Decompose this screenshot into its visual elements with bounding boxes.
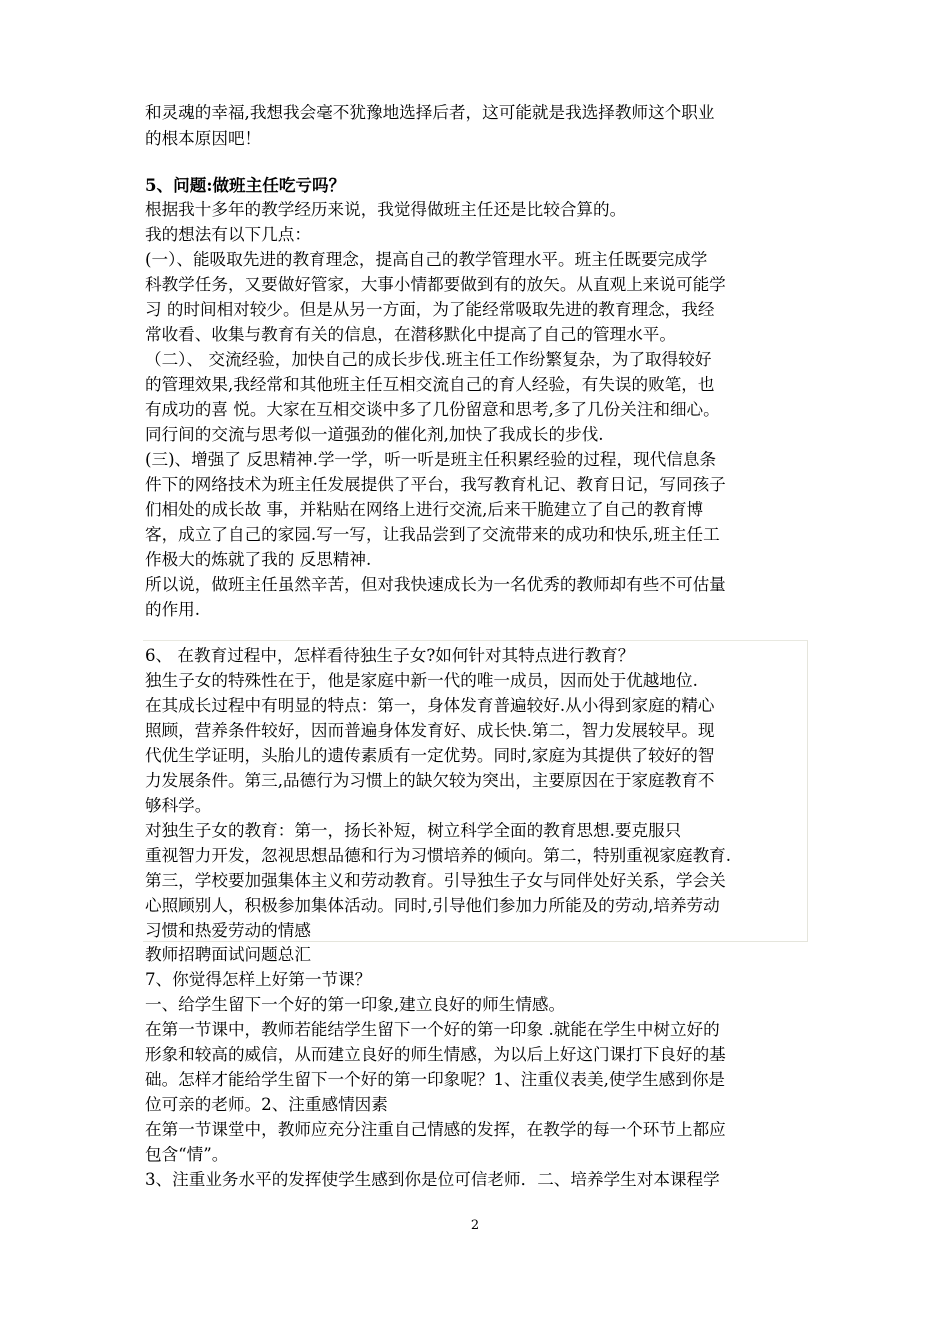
text-line: 独生子女的特殊性在于，他是家庭中新一代的唯一成员，因而处于优越地位. [145, 671, 698, 690]
text-line: 同行间的交流与思考似一道强劲的催化剂,加快了我成长的步伐. [145, 425, 604, 444]
text-line: 3、注重业务水平的发挥使学生感到你是位可信老师．二、培养学生对本课程学 [145, 1170, 720, 1189]
text-line: 力发展条件。第三,品德行为习惯上的缺欠较为突出，主要原因在于家庭教育不 [145, 771, 715, 790]
text-line: 我的想法有以下几点： [145, 225, 311, 244]
text-line: 们相处的成长故 事，并粘贴在网络上进行交流,后来干脆建立了自己的教育博 [145, 500, 704, 519]
page-number: 2 [470, 1218, 480, 1233]
text-line: 的作用. [145, 600, 201, 619]
text-line: 心照顾别人，积极参加集体活动。同时,引导他们参加力所能及的劳动,培养劳动 [145, 896, 720, 915]
text-line: 照顾，营养条件较好，因而普遍身体发育好、成长快.第二，智力发展较早。现 [145, 721, 715, 740]
text-line: 础。怎样才能给学生留下一个好的第一印象呢？1、注重仪表美,使学生感到你是 [145, 1070, 726, 1089]
text-line: (一）、能吸取先进的教育理念，提高自己的教学管理水平。班主任既要完成学 [145, 250, 708, 269]
text-line: 件下的网络技术为班主任发展提供了平台，我写教育札记、教育日记，写同孩子 [145, 475, 726, 494]
text-line: 作极大的炼就了我的 反思精神. [145, 550, 372, 569]
text-line: 位可亲的老师。2、注重感情因素 [145, 1095, 388, 1114]
text-line: 有成功的喜 悦。大家在互相交谈中多了几份留意和思考,多了几份关注和细心。 [145, 400, 720, 419]
text-line: 包含“情”。 [145, 1145, 229, 1164]
section-heading: 5、问题:做班主任吃亏吗？ [145, 175, 346, 195]
text-line: 科教学任务，又要做好管家，大事小情都要做到有的放矢。从直观上来说可能学 [145, 275, 726, 294]
text-line: 习 的时间相对较少。但是从另一方面，为了能经常吸取先进的教育理念，我经 [145, 300, 715, 319]
text-line: 和灵魂的幸福,我想我会毫不犹豫地选择后者，这可能就是我选择教师这个职业 [145, 103, 715, 122]
text-line: 客，成立了自己的家园.写一写，让我品尝到了交流带来的成功和快乐,班主任工 [145, 525, 720, 544]
text-line: 重视智力开发，忽视思想品德和行为习惯培养的倾向。第二，特别重视家庭教育. [145, 846, 732, 865]
text-line: 第三，学校要加强集体主义和劳动教育。引导独生子女与同伴处好关系，学会关 [145, 871, 726, 890]
text-line: （二）、 交流经验，加快自己的成长步伐.班主任工作纷繁复杂，为了取得较好 [145, 350, 712, 369]
section-title: 教师招聘面试问题总汇 [145, 945, 311, 964]
question-heading: 6、 在教育过程中，怎样看待独生子女?如何针对其特点进行教育？ [145, 646, 635, 665]
text-line: 代优生学证明，头胎儿的遗传素质有一定优势。同时,家庭为其提供了较好的智 [145, 746, 715, 765]
text-line: 在其成长过程中有明显的特点：第一，身体发育普遍较好.从小得到家庭的精心 [145, 696, 715, 715]
text-line: 在第一节课堂中，教师应充分注重自己情感的发挥，在教学的每一个环节上都应 [145, 1120, 726, 1139]
text-line: 的根本原因吧！ [145, 129, 262, 148]
text-line: 的管理效果,我经常和其他班主任互相交流自己的育人经验，有失误的败笔，也 [145, 375, 715, 394]
text-line: 根据我十多年的教学经历来说，我觉得做班主任还是比较合算的。 [145, 200, 627, 219]
text-line: 在第一节课中，教师若能结学生留下一个好的第一印象 .就能在学生中树立好的 [145, 1020, 720, 1039]
text-line: 习惯和热爱劳动的情感 [145, 921, 311, 940]
text-line: (三)、增强了 反思精神.学一学，听一听是班主任积累经验的过程，现代信息条 [145, 450, 717, 469]
question-heading: 7、你觉得怎样上好第一节课？ [145, 970, 372, 989]
text-line: 对独生子女的教育：第一，扬长补短，树立科学全面的教育思想.要克服只 [145, 821, 682, 840]
text-line: 够科学。 [145, 796, 212, 815]
text-line: 所以说，做班主任虽然辛苦，但对我快速成长为一名优秀的教师却有些不可估量 [145, 575, 726, 594]
text-line: 形象和较高的威信，从而建立良好的师生情感，为以后上好这门课打下良好的基 [145, 1045, 726, 1064]
text-line: 一、给学生留下一个好的第一印象,建立良好的师生情感。 [145, 995, 566, 1014]
text-line: 常收看、收集与教育有关的信息，在潜移默化中提高了自己的管理水平。 [145, 325, 676, 344]
